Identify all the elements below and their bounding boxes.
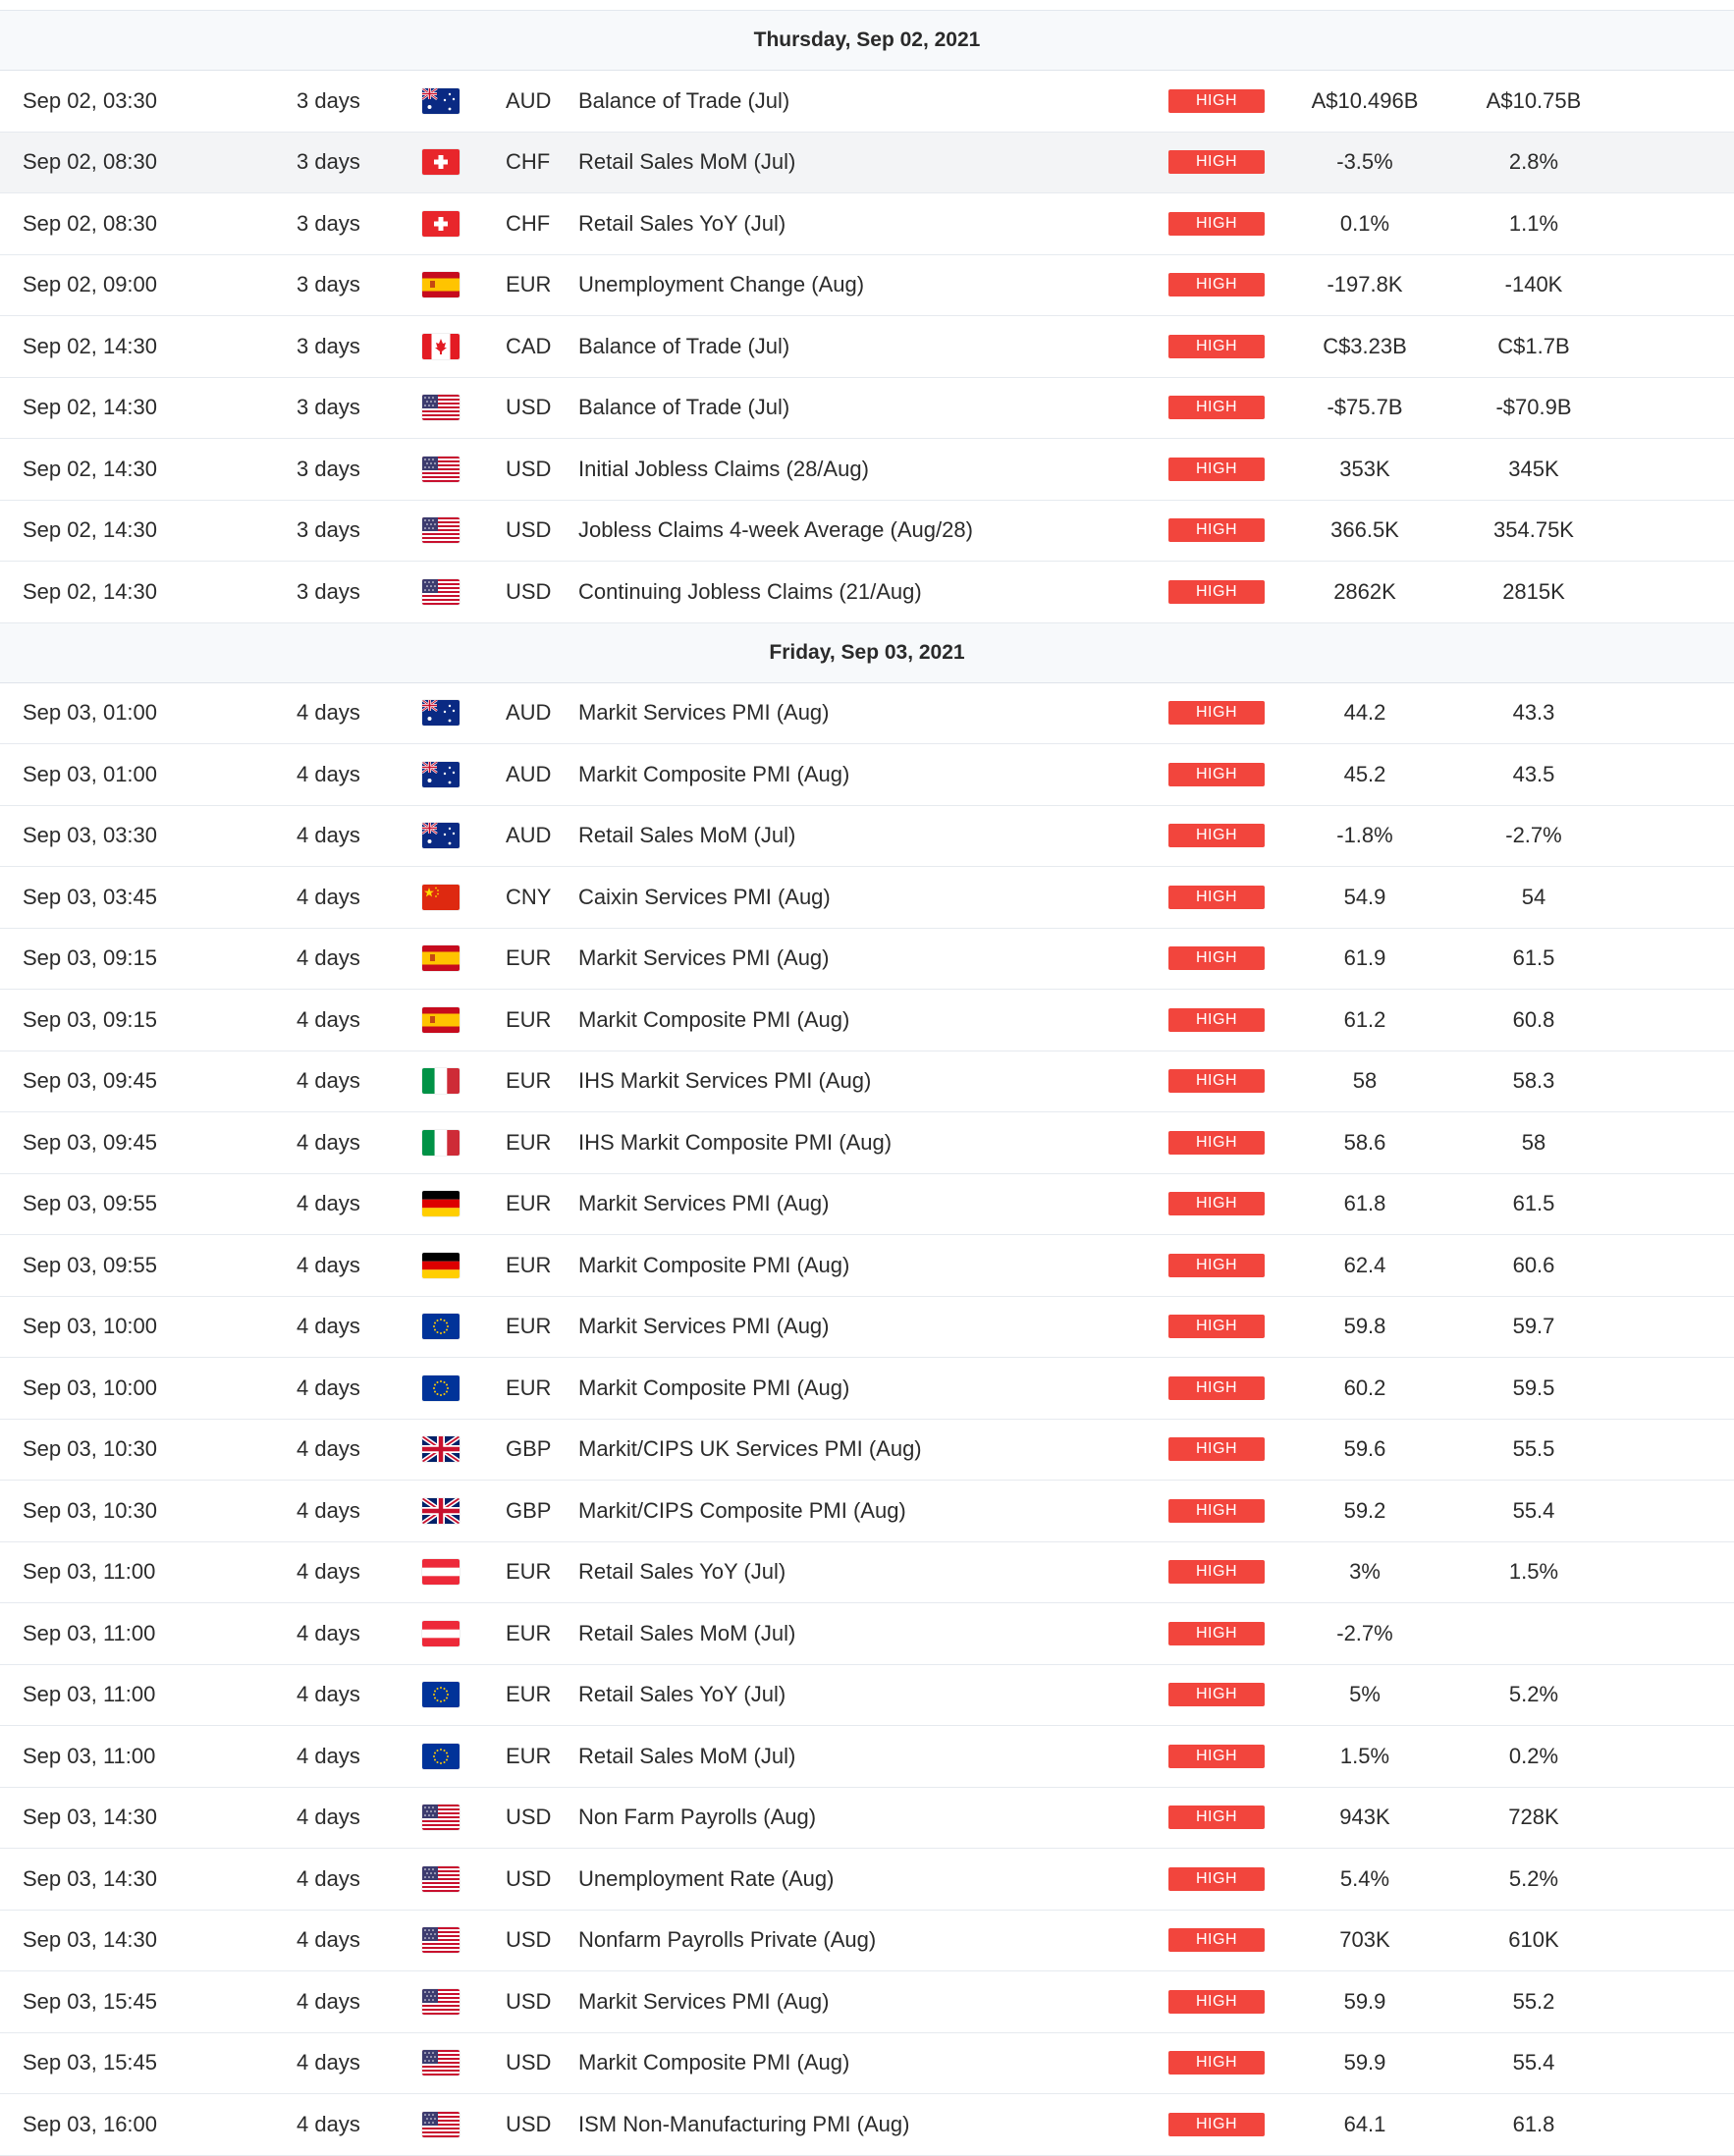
event-row[interactable] [0, 1297, 1734, 1359]
event-name[interactable]: Retail Sales YoY (Jul) [578, 1682, 786, 1707]
switzerland-flag [422, 149, 460, 175]
event-actual: 59.9 [1343, 2050, 1386, 2075]
event-actual: 943K [1339, 1805, 1390, 1830]
event-actual: C$3.23B [1323, 333, 1407, 358]
event-currency: AUD [506, 700, 552, 726]
austria-flag [422, 1559, 460, 1585]
event-currency: EUR [506, 1682, 552, 1707]
usa-flag [422, 579, 460, 605]
germany-flag [422, 1191, 460, 1216]
event-name[interactable]: Retail Sales MoM (Jul) [578, 1743, 796, 1768]
event-name[interactable]: IHS Markit Composite PMI (Aug) [578, 1129, 893, 1155]
event-name[interactable]: IHS Markit Services PMI (Aug) [578, 1068, 872, 1094]
importance-badge: HIGH [1168, 1622, 1265, 1645]
event-time: Sep 02, 14:30 [23, 517, 158, 543]
australia-flag [422, 700, 460, 726]
event-consensus: 55.2 [1512, 1988, 1555, 2014]
event-countdown: 4 days [297, 945, 360, 971]
importance-badge: HIGH [1168, 1745, 1265, 1768]
day-header: Thursday, Sep 02, 2021 [0, 11, 1734, 71]
event-countdown: 4 days [297, 1559, 360, 1585]
event-countdown: 3 days [297, 272, 360, 297]
event-row[interactable] [0, 929, 1734, 991]
importance-badge: HIGH [1168, 1867, 1265, 1891]
austria-flag [422, 1621, 460, 1646]
event-time: Sep 03, 09:15 [23, 945, 158, 971]
event-consensus: 728K [1508, 1805, 1559, 1830]
importance-badge: HIGH [1168, 1499, 1265, 1523]
event-row[interactable] [0, 744, 1734, 806]
event-consensus: 55.4 [1512, 1497, 1555, 1523]
event-currency: CHF [506, 149, 551, 175]
event-name[interactable]: Retail Sales MoM (Jul) [578, 1620, 796, 1645]
event-time: Sep 03, 11:00 [23, 1682, 156, 1707]
event-countdown: 4 days [297, 1006, 360, 1032]
event-countdown: 3 days [297, 395, 360, 420]
italy-flag [422, 1130, 460, 1156]
importance-badge: HIGH [1168, 335, 1265, 358]
event-countdown: 4 days [297, 884, 360, 909]
event-time: Sep 03, 15:45 [23, 2050, 158, 2075]
event-countdown: 4 days [297, 2050, 360, 2075]
event-name[interactable]: Markit Services PMI (Aug) [578, 1191, 830, 1216]
event-actual: 44.2 [1343, 700, 1386, 726]
importance-badge: HIGH [1168, 580, 1265, 604]
event-consensus: 54 [1521, 884, 1546, 909]
event-actual: 3% [1349, 1559, 1381, 1585]
event-actual: 5% [1349, 1682, 1381, 1707]
usa-flag [422, 2050, 460, 2075]
event-time: Sep 03, 09:55 [23, 1191, 158, 1216]
event-currency: EUR [506, 1068, 552, 1094]
event-time: Sep 03, 09:45 [23, 1068, 158, 1094]
event-actual: 61.8 [1343, 1191, 1386, 1216]
event-time: Sep 03, 09:15 [23, 1006, 158, 1032]
event-time: Sep 02, 08:30 [23, 210, 158, 236]
event-name[interactable]: Retail Sales MoM (Jul) [578, 149, 796, 175]
event-row[interactable] [0, 1420, 1734, 1482]
event-countdown: 4 days [297, 1497, 360, 1523]
event-actual: 59.2 [1343, 1497, 1386, 1523]
importance-badge: HIGH [1168, 701, 1265, 725]
event-time: Sep 02, 14:30 [23, 333, 158, 358]
importance-badge: HIGH [1168, 1437, 1265, 1461]
event-countdown: 4 days [297, 1252, 360, 1277]
eu-flag [422, 1314, 460, 1339]
event-currency: EUR [506, 1129, 552, 1155]
event-time: Sep 03, 16:00 [23, 2111, 158, 2136]
event-actual: 5.4% [1339, 1865, 1390, 1891]
event-countdown: 3 days [297, 456, 360, 481]
china-flag [422, 885, 460, 910]
event-actual: A$10.496B [1311, 87, 1419, 113]
event-row[interactable] [0, 990, 1734, 1051]
switzerland-flag [422, 211, 460, 237]
event-name[interactable]: Markit Services PMI (Aug) [578, 945, 830, 971]
event-row[interactable] [0, 1971, 1734, 2033]
event-countdown: 4 days [297, 700, 360, 726]
event-consensus: 58 [1521, 1129, 1546, 1155]
event-countdown: 3 days [297, 149, 360, 175]
event-name[interactable]: Balance of Trade (Jul) [578, 395, 790, 420]
event-actual: 61.2 [1343, 1006, 1386, 1032]
event-countdown: 4 days [297, 823, 360, 848]
event-countdown: 4 days [297, 1865, 360, 1891]
event-actual: 60.2 [1343, 1374, 1386, 1400]
event-name[interactable]: Retail Sales YoY (Jul) [578, 1559, 786, 1585]
event-row[interactable] [0, 1481, 1734, 1542]
uk-flag [422, 1436, 460, 1462]
event-currency: EUR [506, 1559, 552, 1585]
event-currency: EUR [506, 1006, 552, 1032]
event-row[interactable] [0, 439, 1734, 501]
event-countdown: 3 days [297, 87, 360, 113]
event-row[interactable] [0, 316, 1734, 378]
event-name[interactable]: Continuing Jobless Claims (21/Aug) [578, 578, 922, 604]
spain-flag [422, 272, 460, 297]
event-time: Sep 02, 09:00 [23, 272, 158, 297]
event-actual: 366.5K [1330, 517, 1399, 543]
event-actual: 59.6 [1343, 1436, 1386, 1462]
event-actual: -3.5% [1336, 149, 1393, 175]
event-currency: CHF [506, 210, 551, 236]
event-consensus: 61.5 [1512, 945, 1555, 971]
event-time: Sep 03, 09:45 [23, 1129, 158, 1155]
usa-flag [422, 1866, 460, 1892]
eu-flag [422, 1375, 460, 1401]
uk-flag [422, 1498, 460, 1524]
event-actual: 353K [1339, 456, 1390, 481]
event-consensus: 354.75K [1493, 517, 1574, 543]
event-countdown: 4 days [297, 761, 360, 786]
event-countdown: 4 days [297, 1927, 360, 1953]
event-consensus: A$10.75B [1486, 87, 1582, 113]
event-consensus: 59.7 [1512, 1314, 1555, 1339]
event-name[interactable]: Jobless Claims 4-week Average (Aug/28) [578, 517, 973, 543]
event-currency: USD [506, 456, 552, 481]
event-row[interactable] [0, 1174, 1734, 1236]
event-currency: EUR [506, 1374, 552, 1400]
event-consensus: 61.5 [1512, 1191, 1555, 1216]
event-row[interactable] [0, 1358, 1734, 1420]
event-row[interactable] [0, 133, 1734, 194]
spain-flag [422, 945, 460, 971]
event-actual: -2.7% [1336, 1620, 1393, 1645]
importance-badge: HIGH [1168, 1683, 1265, 1706]
event-consensus: 610K [1508, 1927, 1559, 1953]
event-row[interactable] [0, 193, 1734, 255]
event-currency: USD [506, 2111, 552, 2136]
usa-flag [422, 1927, 460, 1953]
event-countdown: 4 days [297, 1314, 360, 1339]
event-row[interactable] [0, 71, 1734, 133]
event-actual: 58 [1352, 1068, 1378, 1094]
event-name[interactable]: Markit Composite PMI (Aug) [578, 1252, 850, 1277]
event-actual: 58.6 [1343, 1129, 1386, 1155]
importance-badge: HIGH [1168, 458, 1265, 481]
canada-flag [422, 334, 460, 359]
event-currency: EUR [506, 1743, 552, 1768]
usa-flag [422, 1989, 460, 2015]
day-header: Friday, Sep 03, 2021 [0, 623, 1734, 683]
event-name[interactable]: Markit Services PMI (Aug) [578, 1988, 830, 2014]
event-name[interactable]: Markit Composite PMI (Aug) [578, 2050, 850, 2075]
event-row[interactable] [0, 1788, 1734, 1850]
event-countdown: 4 days [297, 2111, 360, 2136]
event-countdown: 4 days [297, 1805, 360, 1830]
importance-badge: HIGH [1168, 2113, 1265, 2136]
event-consensus: 60.8 [1512, 1006, 1555, 1032]
event-time: Sep 02, 14:30 [23, 395, 158, 420]
event-time: Sep 03, 11:00 [23, 1743, 156, 1768]
event-actual: -$75.7B [1327, 395, 1403, 420]
importance-badge: HIGH [1168, 1192, 1265, 1215]
event-row[interactable] [0, 1911, 1734, 1972]
event-countdown: 3 days [297, 517, 360, 543]
event-currency: USD [506, 517, 552, 543]
event-consensus: 58.3 [1512, 1068, 1555, 1094]
event-countdown: 4 days [297, 1374, 360, 1400]
event-time: Sep 02, 08:30 [23, 149, 158, 175]
event-time: Sep 02, 14:30 [23, 456, 158, 481]
event-name[interactable]: Markit Composite PMI (Aug) [578, 1374, 850, 1400]
event-consensus: 60.6 [1512, 1252, 1555, 1277]
importance-badge: HIGH [1168, 1131, 1265, 1155]
event-time: Sep 03, 10:00 [23, 1314, 158, 1339]
event-time: Sep 03, 11:00 [23, 1559, 156, 1585]
australia-flag [422, 762, 460, 787]
event-row[interactable] [0, 1235, 1734, 1297]
event-name[interactable]: Markit Services PMI (Aug) [578, 700, 830, 726]
importance-badge: HIGH [1168, 886, 1265, 909]
event-name[interactable]: Non Farm Payrolls (Aug) [578, 1805, 817, 1830]
event-row[interactable] [0, 1665, 1734, 1727]
event-row[interactable] [0, 2033, 1734, 2095]
event-row[interactable] [0, 378, 1734, 440]
importance-badge: HIGH [1168, 1069, 1265, 1093]
event-countdown: 4 days [297, 1068, 360, 1094]
event-actual: -197.8K [1327, 272, 1403, 297]
event-row[interactable] [0, 806, 1734, 868]
event-actual: 45.2 [1343, 761, 1386, 786]
importance-badge: HIGH [1168, 1376, 1265, 1400]
event-currency: EUR [506, 1191, 552, 1216]
event-name[interactable]: Markit/CIPS UK Services PMI (Aug) [578, 1436, 922, 1462]
event-countdown: 4 days [297, 1191, 360, 1216]
event-time: Sep 03, 01:00 [23, 761, 158, 786]
event-consensus: 1.5% [1508, 1559, 1559, 1585]
event-row[interactable] [0, 501, 1734, 563]
event-consensus: 5.2% [1508, 1682, 1559, 1707]
event-actual: 1.5% [1339, 1743, 1390, 1768]
event-actual: 2862K [1333, 578, 1396, 604]
event-time: Sep 03, 10:30 [23, 1497, 158, 1523]
usa-flag [422, 2112, 460, 2137]
event-currency: EUR [506, 272, 552, 297]
importance-badge: HIGH [1168, 1315, 1265, 1338]
event-consensus: 59.5 [1512, 1374, 1555, 1400]
event-consensus: 345K [1508, 456, 1559, 481]
event-actual: 64.1 [1343, 2111, 1386, 2136]
event-name[interactable]: Markit/CIPS Composite PMI (Aug) [578, 1497, 906, 1523]
event-countdown: 4 days [297, 1436, 360, 1462]
event-name[interactable]: Balance of Trade (Jul) [578, 333, 790, 358]
event-time: Sep 03, 03:30 [23, 823, 158, 848]
event-time: Sep 03, 14:30 [23, 1865, 158, 1891]
event-currency: AUD [506, 87, 552, 113]
event-row[interactable] [0, 1849, 1734, 1911]
event-currency: USD [506, 1805, 552, 1830]
importance-badge: HIGH [1168, 763, 1265, 786]
event-row[interactable] [0, 1603, 1734, 1665]
germany-flag [422, 1253, 460, 1278]
event-time: Sep 03, 01:00 [23, 700, 158, 726]
usa-flag [422, 395, 460, 420]
event-currency: AUD [506, 761, 552, 786]
usa-flag [422, 457, 460, 482]
event-consensus: -2.7% [1505, 823, 1562, 848]
eu-flag [422, 1744, 460, 1769]
event-actual: 62.4 [1343, 1252, 1386, 1277]
event-consensus: 43.5 [1512, 761, 1555, 786]
event-consensus: 2.8% [1508, 149, 1559, 175]
importance-badge: HIGH [1168, 946, 1265, 970]
event-currency: EUR [506, 1252, 552, 1277]
event-time: Sep 03, 14:30 [23, 1927, 158, 1953]
event-currency: GBP [506, 1436, 552, 1462]
event-currency: CNY [506, 884, 552, 909]
event-countdown: 3 days [297, 333, 360, 358]
usa-flag [422, 1805, 460, 1830]
australia-flag [422, 88, 460, 114]
event-countdown: 4 days [297, 1743, 360, 1768]
event-time: Sep 03, 15:45 [23, 1988, 158, 2014]
event-currency: EUR [506, 1314, 552, 1339]
australia-flag [422, 823, 460, 848]
event-currency: AUD [506, 823, 552, 848]
event-name[interactable]: Initial Jobless Claims (28/Aug) [578, 456, 869, 481]
importance-badge: HIGH [1168, 1806, 1265, 1829]
event-currency: USD [506, 2050, 552, 2075]
event-consensus: 0.2% [1508, 1743, 1559, 1768]
event-name[interactable]: Retail Sales YoY (Jul) [578, 210, 786, 236]
eu-flag [422, 1682, 460, 1707]
event-actual: 703K [1339, 1927, 1390, 1953]
event-row[interactable] [0, 1051, 1734, 1113]
event-row[interactable] [0, 562, 1734, 623]
event-time: Sep 03, 10:00 [23, 1374, 158, 1400]
importance-badge: HIGH [1168, 89, 1265, 113]
event-actual: -1.8% [1336, 823, 1393, 848]
event-consensus: 55.4 [1512, 2050, 1555, 2075]
event-time: Sep 03, 10:30 [23, 1436, 158, 1462]
importance-badge: HIGH [1168, 1560, 1265, 1584]
importance-badge: HIGH [1168, 396, 1265, 419]
importance-badge: HIGH [1168, 1008, 1265, 1032]
event-name[interactable]: Markit Services PMI (Aug) [578, 1314, 830, 1339]
event-currency: USD [506, 395, 552, 420]
event-consensus: 2815K [1502, 578, 1565, 604]
event-name[interactable]: Markit Composite PMI (Aug) [578, 761, 850, 786]
event-currency: USD [506, 1865, 552, 1891]
event-actual: 61.9 [1343, 945, 1386, 971]
event-name[interactable]: Markit Composite PMI (Aug) [578, 1006, 850, 1032]
importance-badge: HIGH [1168, 518, 1265, 542]
event-currency: CAD [506, 333, 552, 358]
spain-flag [422, 1007, 460, 1033]
event-row[interactable] [0, 2094, 1734, 2156]
event-currency: USD [506, 578, 552, 604]
event-currency: GBP [506, 1497, 552, 1523]
event-countdown: 4 days [297, 1620, 360, 1645]
event-name[interactable]: Caixin Services PMI (Aug) [578, 884, 831, 909]
event-actual: 54.9 [1343, 884, 1386, 909]
event-row[interactable] [0, 1112, 1734, 1174]
event-countdown: 4 days [297, 1129, 360, 1155]
event-time: Sep 03, 14:30 [23, 1805, 158, 1830]
event-row[interactable] [0, 1542, 1734, 1604]
event-countdown: 4 days [297, 1682, 360, 1707]
event-time: Sep 02, 03:30 [23, 87, 158, 113]
event-consensus: 61.8 [1512, 2111, 1555, 2136]
event-time: Sep 03, 11:00 [23, 1620, 156, 1645]
event-consensus: 43.3 [1512, 700, 1555, 726]
importance-badge: HIGH [1168, 212, 1265, 236]
event-countdown: 3 days [297, 578, 360, 604]
event-consensus: -$70.9B [1495, 395, 1572, 420]
event-name[interactable]: Unemployment Change (Aug) [578, 272, 865, 297]
event-time: Sep 03, 03:45 [23, 884, 158, 909]
event-actual: 59.8 [1343, 1314, 1386, 1339]
event-row[interactable] [0, 867, 1734, 929]
event-currency: EUR [506, 945, 552, 971]
event-row[interactable] [0, 255, 1734, 317]
usa-flag [422, 517, 460, 543]
event-name[interactable]: Unemployment Rate (Aug) [578, 1865, 835, 1891]
event-name[interactable]: Balance of Trade (Jul) [578, 87, 790, 113]
event-consensus: 55.5 [1512, 1436, 1555, 1462]
event-currency: USD [506, 1988, 552, 2014]
event-time: Sep 02, 14:30 [23, 578, 158, 604]
event-row[interactable] [0, 1726, 1734, 1788]
event-consensus: 5.2% [1508, 1865, 1559, 1891]
event-name[interactable]: Retail Sales MoM (Jul) [578, 823, 796, 848]
importance-badge: HIGH [1168, 1928, 1265, 1952]
event-name[interactable]: ISM Non-Manufacturing PMI (Aug) [578, 2111, 910, 2136]
importance-badge: HIGH [1168, 273, 1265, 296]
top-divider [0, 0, 1734, 11]
event-countdown: 3 days [297, 210, 360, 236]
event-time: Sep 03, 09:55 [23, 1252, 158, 1277]
event-actual: 59.9 [1343, 1988, 1386, 2014]
importance-badge: HIGH [1168, 824, 1265, 847]
importance-badge: HIGH [1168, 1990, 1265, 2014]
italy-flag [422, 1068, 460, 1094]
event-actual: 0.1% [1339, 210, 1390, 236]
importance-badge: HIGH [1168, 2051, 1265, 2075]
event-consensus: 1.1% [1508, 210, 1559, 236]
event-consensus: C$1.7B [1497, 333, 1570, 358]
event-name[interactable]: Nonfarm Payrolls Private (Aug) [578, 1927, 877, 1953]
importance-badge: HIGH [1168, 150, 1265, 174]
event-row[interactable] [0, 683, 1734, 745]
event-countdown: 4 days [297, 1988, 360, 2014]
importance-badge: HIGH [1168, 1254, 1265, 1277]
event-currency: EUR [506, 1620, 552, 1645]
event-currency: USD [506, 1927, 552, 1953]
event-consensus: -140K [1504, 272, 1563, 297]
